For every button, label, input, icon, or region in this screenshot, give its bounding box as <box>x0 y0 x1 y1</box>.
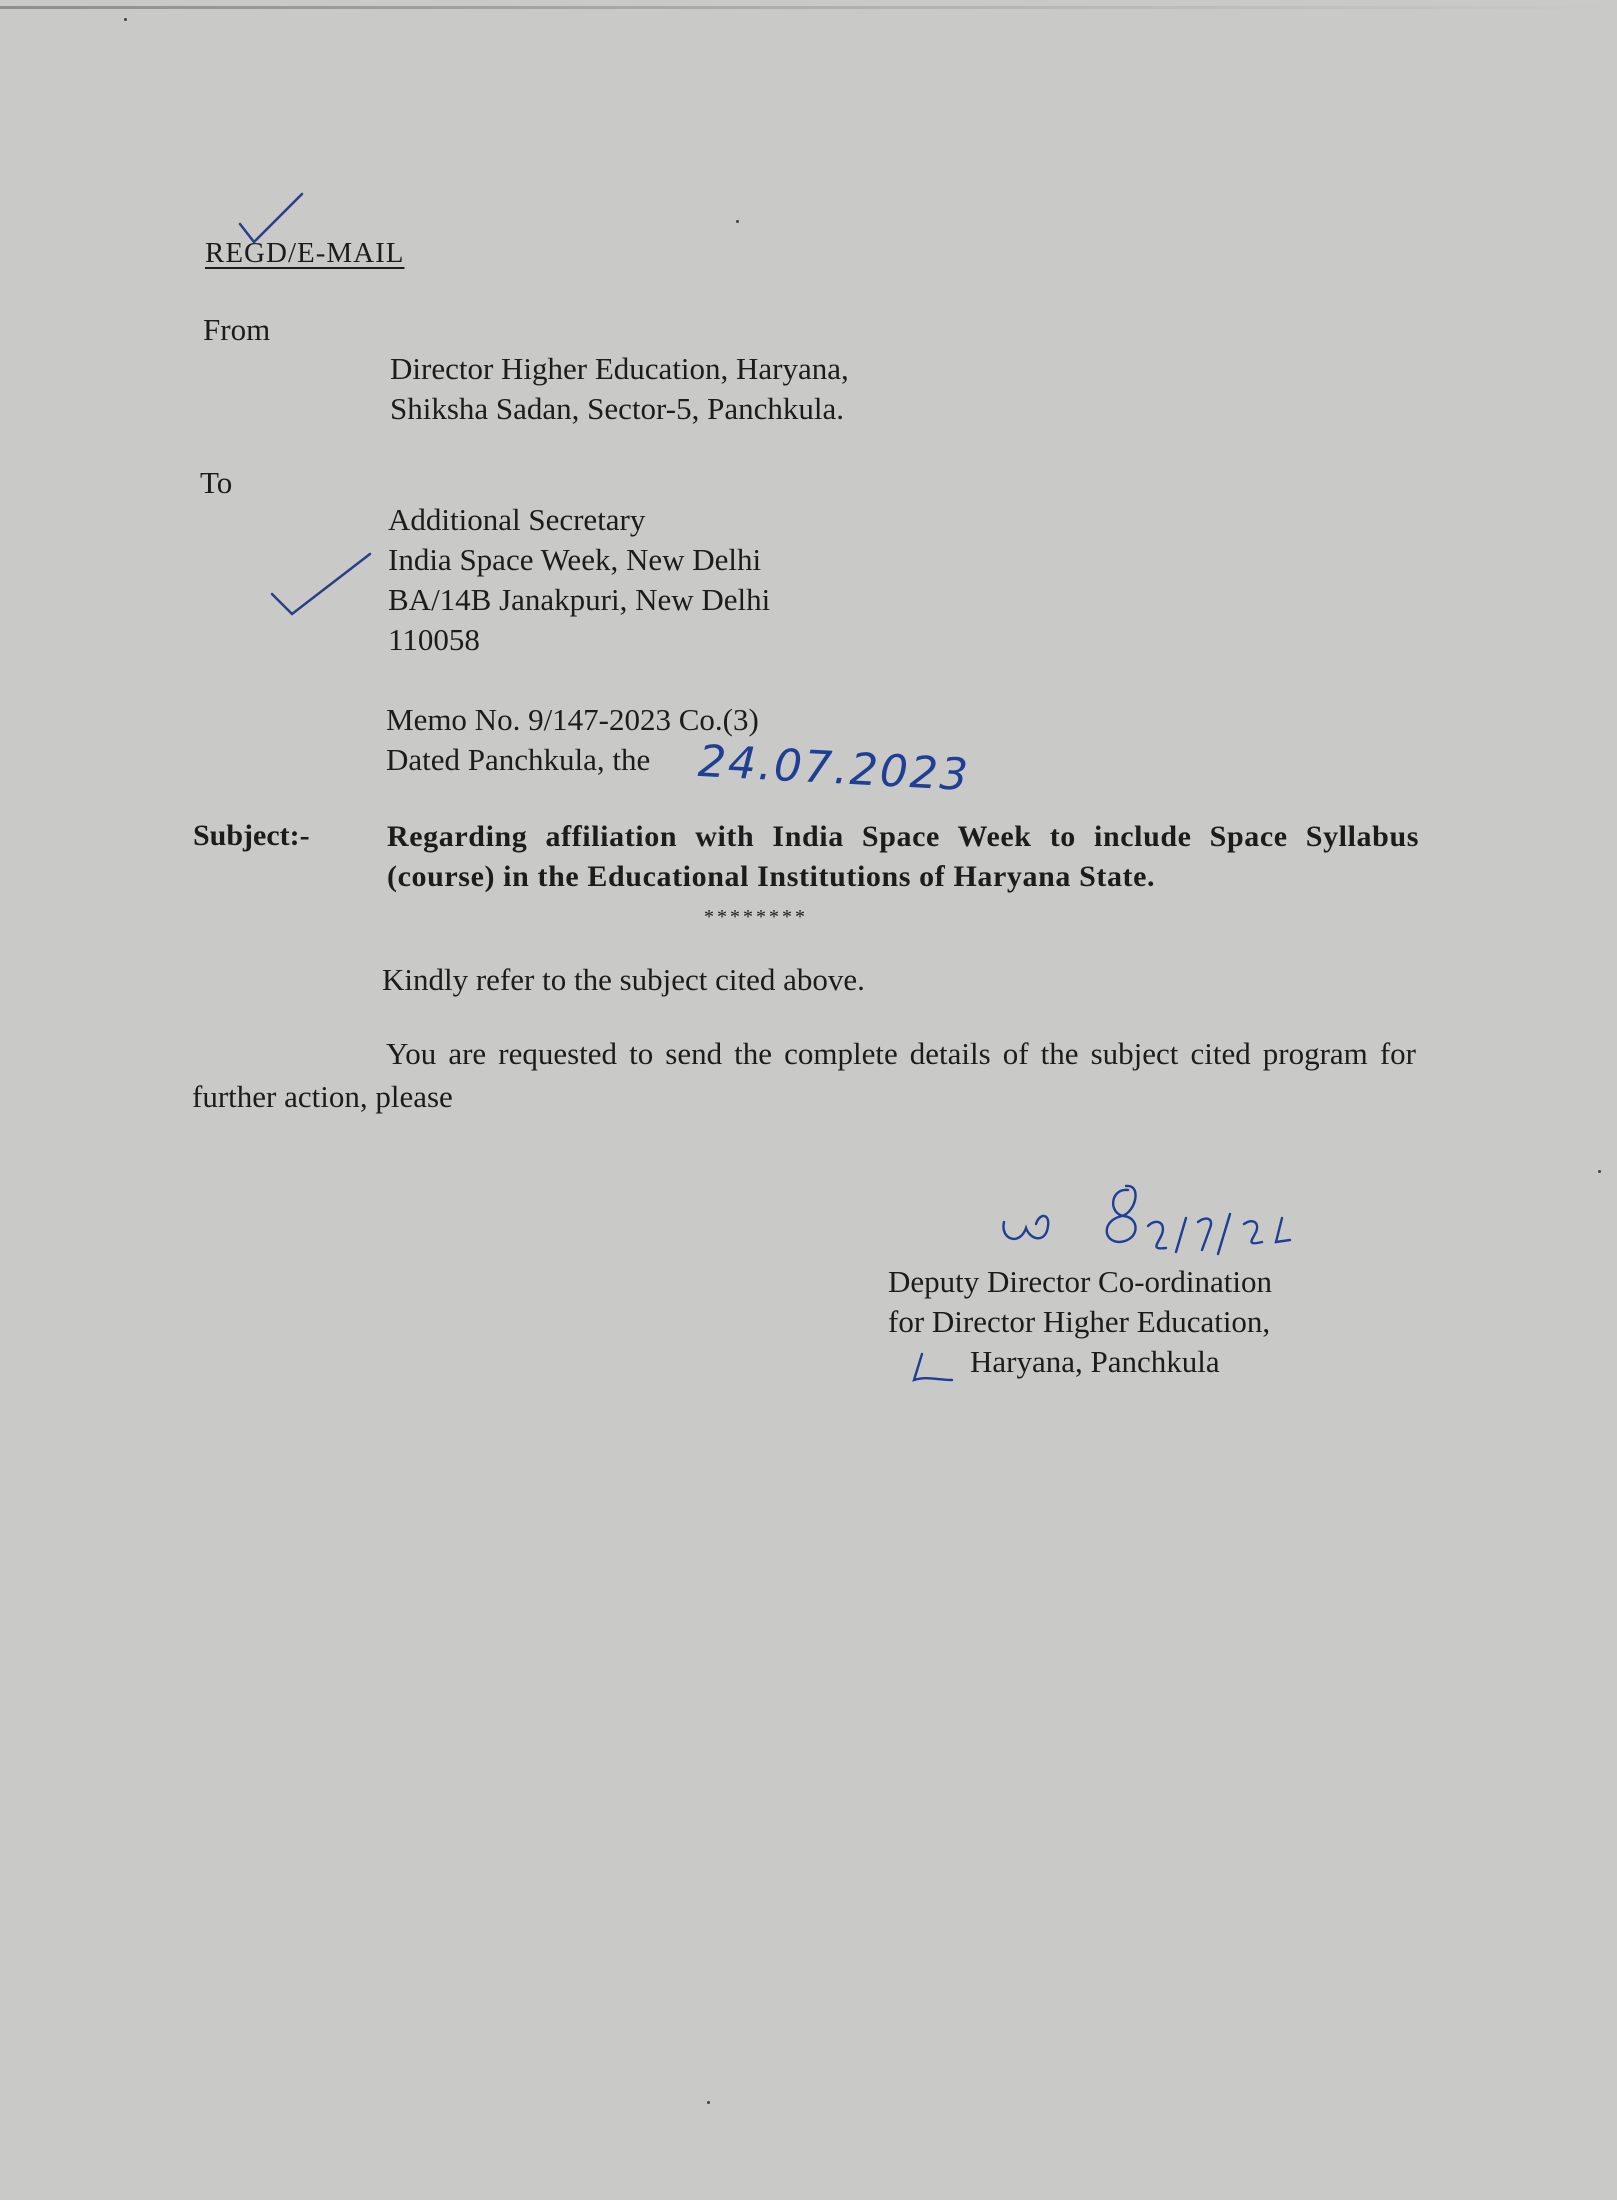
to-check-mark-icon <box>270 548 375 618</box>
recipient-line: BA/14B Janakpuri, New Delhi <box>388 582 771 617</box>
to-label: To <box>200 465 233 500</box>
memo-number: Memo No. 9/147-2023 Co.(3) <box>386 702 759 737</box>
body-paragraph-2: You are requested to send the complete details of the subject cited program for further action, please <box>192 1036 1416 1114</box>
recipient-line: Additional Secretary <box>388 502 646 537</box>
memo-dated: Dated Panchkula, the <box>386 742 651 777</box>
recipient-line: India Space Week, New Delhi <box>388 542 762 577</box>
subject-label: Subject:- <box>193 819 310 852</box>
sender-address <box>390 349 849 429</box>
signatory-location: Haryana, Panchkula <box>970 1344 1220 1379</box>
sender-line: Shiksha Sadan, Sector-5, Panchkula. <box>390 391 844 426</box>
signatory-on-behalf: for Director Higher Education, <box>888 1304 1271 1339</box>
recipient-line: 110058 <box>388 622 480 657</box>
scan-speck <box>707 2101 710 2104</box>
scan-top-edge <box>0 6 1617 9</box>
subject-separator: ******** <box>704 906 808 928</box>
initial-mark-icon <box>908 1350 958 1390</box>
dispatch-mode-heading: REGD/E-MAIL <box>205 237 405 269</box>
subject-text: Regarding affiliation with India Space Week to include Space Syllabus (course) in the Educational Institutions of Haryana State. <box>387 820 1419 893</box>
from-label: From <box>203 312 271 347</box>
handwritten-date: 24.07.2023 <box>696 735 972 802</box>
scan-speck <box>124 18 127 21</box>
signature-mark-icon <box>990 1180 1360 1270</box>
body-paragraph-1: Kindly refer to the subject cited above. <box>382 962 865 997</box>
scan-speck <box>1598 1170 1601 1173</box>
signatory-designation: Deputy Director Co-ordination <box>888 1264 1272 1299</box>
scan-speck <box>736 220 739 223</box>
sender-line: Director Higher Education, Haryana, <box>390 351 849 386</box>
recipient-address <box>388 500 770 660</box>
